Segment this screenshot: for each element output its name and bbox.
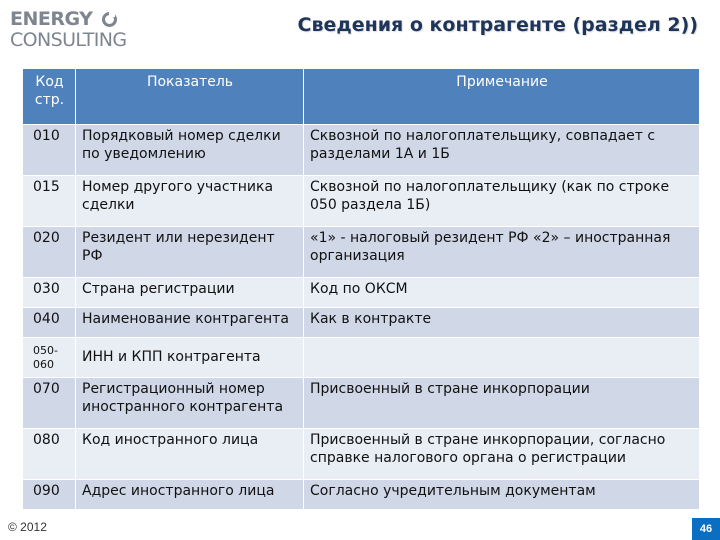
copyright-text: © 2012	[8, 520, 47, 534]
row-code: 020	[23, 227, 76, 278]
row-code: 030	[23, 278, 76, 308]
row-indicator: ИНН и КПП контрагента	[76, 338, 304, 378]
slide-title: Сведения о контрагенте (раздел 2))	[297, 14, 698, 36]
row-indicator: Код иностранного лица	[76, 429, 304, 480]
row-note: Согласно учредительным документам	[304, 480, 700, 510]
table-row	[23, 125, 700, 176]
table-row	[23, 338, 700, 378]
row-note: Сквозной по налогоплательщику (как по строке 050 раздела 1Б)	[304, 176, 700, 227]
row-note: Присвоенный в стране инкорпорации, согласно справке налогового органа о регистрации	[304, 429, 700, 480]
row-indicator: Страна регистрации	[76, 278, 304, 308]
row-indicator: Наименование контрагента	[76, 308, 304, 338]
header-indicator: Показатель	[76, 69, 304, 125]
table-row	[23, 227, 700, 278]
row-code: 015	[23, 176, 76, 227]
header-note: Примечание	[304, 69, 700, 125]
counterparty-table	[22, 68, 700, 510]
logo-mark-icon	[102, 12, 117, 27]
row-note	[304, 338, 700, 378]
logo-line-1: ENERGY	[10, 8, 93, 30]
row-code: 040	[23, 308, 76, 338]
row-note: Присвоенный в стране инкорпорации	[304, 378, 700, 429]
energy-consulting-logo	[10, 10, 135, 52]
row-indicator: Порядковый номер сделки по уведомлению	[76, 125, 304, 176]
table-header-row	[23, 69, 700, 125]
table-row	[23, 480, 700, 510]
row-code: 080	[23, 429, 76, 480]
page-number-badge: 46	[692, 518, 720, 540]
row-indicator: Номер другого участника сделки	[76, 176, 304, 227]
row-code: 010	[23, 125, 76, 176]
table-row	[23, 278, 700, 308]
table-row	[23, 378, 700, 429]
row-indicator: Регистрационный номер иностранного контрагента	[76, 378, 304, 429]
header-code: Код стр.	[23, 69, 76, 125]
row-code: 070	[23, 378, 76, 429]
logo-line-2: CONSULTING	[10, 29, 127, 51]
row-note: «1» - налоговый резидент РФ «2» – иностранная организация	[304, 227, 700, 278]
table-row	[23, 176, 700, 227]
table-row	[23, 308, 700, 338]
row-code: 050- 060	[23, 338, 76, 378]
row-note: Код по ОКСМ	[304, 278, 700, 308]
table-row	[23, 429, 700, 480]
row-code: 090	[23, 480, 76, 510]
row-indicator: Резидент или нерезидент РФ	[76, 227, 304, 278]
row-note: Сквозной по налогоплательщику, совпадает с разделами 1А и 1Б	[304, 125, 700, 176]
row-note: Как в контракте	[304, 308, 700, 338]
row-indicator: Адрес иностранного лица	[76, 480, 304, 510]
